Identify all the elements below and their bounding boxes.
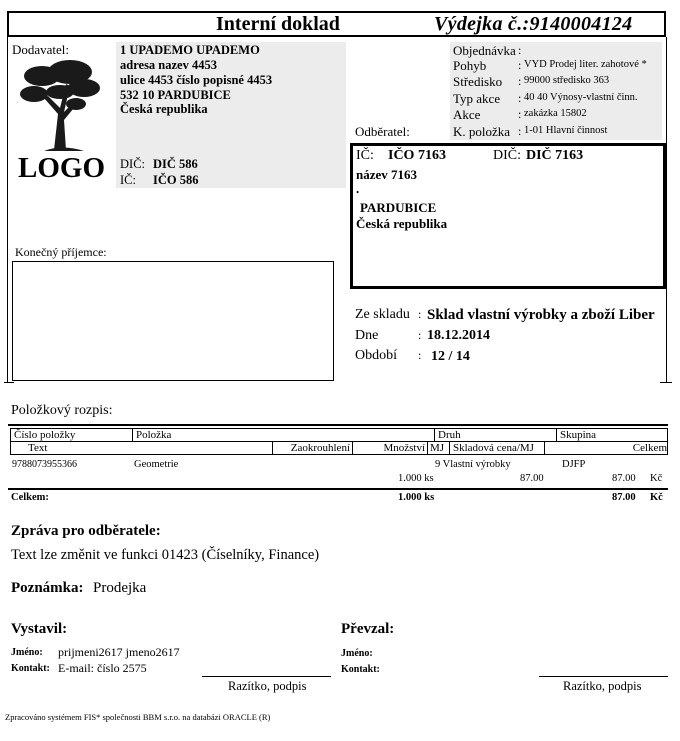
supplier-dic-label: DIČ:: [120, 157, 145, 171]
supplier-address1: adresa nazev 4453: [120, 58, 217, 72]
received-name-label: Jméno:: [341, 648, 373, 659]
divider-right: [660, 382, 672, 383]
row-price: 87.00: [520, 473, 544, 484]
supplier-address2: ulice 4453 číslo popisné 4453: [120, 73, 273, 87]
row-currency: Kč: [650, 473, 663, 484]
col-item-number: Číslo položky: [11, 429, 133, 441]
order-value-2: 99000 středisko 363: [524, 75, 610, 86]
items-title: Položkový rozpis:: [11, 403, 113, 418]
warehouse-from-value: Sklad vlastní výrobky a zboží Liber: [427, 307, 655, 323]
doc-title: Výdejka č.:9140004124: [434, 13, 633, 35]
customer-ic: IČO 7163: [388, 148, 446, 163]
order-colon-2: :: [518, 74, 522, 88]
order-colon-5: :: [518, 124, 522, 138]
order-colon-0: :: [518, 43, 522, 57]
order-colon-4: :: [518, 107, 522, 121]
order-label-3: Typ akce: [453, 91, 501, 106]
warehouse-period-label: Období: [355, 348, 397, 363]
warehouse-date-value: 18.12.2014: [427, 328, 490, 343]
warehouse-period-value: 12 / 14: [431, 349, 470, 364]
received-title: Převzal:: [341, 621, 395, 637]
col-text: Text: [11, 442, 273, 454]
issued-name-value: prijmeni2617 jmeno2617: [58, 645, 180, 659]
received-sign-line: [539, 676, 668, 677]
supplier-ic: IČO 586: [153, 173, 199, 187]
issued-name-label: Jméno:: [11, 647, 43, 658]
col-unit: MJ: [428, 442, 450, 454]
items-top-rule: [8, 424, 668, 426]
supplier-ic-label: IČ:: [120, 173, 136, 187]
order-colon-1: :: [518, 58, 522, 72]
customer-name: název 7163: [356, 167, 418, 182]
total-currency: Kč: [650, 492, 663, 503]
col-total: Celkem: [632, 442, 667, 454]
supplier-country: Česká republika: [120, 102, 208, 116]
customer-dot: .: [356, 181, 360, 196]
total-value: 87.00: [612, 492, 636, 503]
row-type: 9 Vlastní výrobky: [435, 459, 511, 470]
order-label-0: Objednávka: [453, 43, 516, 58]
supplier-dic: DIČ 586: [153, 157, 198, 171]
customer-dic-label: DIČ:: [493, 148, 521, 163]
doc-type: Interní doklad: [216, 13, 340, 35]
col-group: Skupina: [560, 429, 597, 441]
col-quantity: Množství: [353, 442, 428, 454]
received-sign-label: Razítko, podpis: [563, 679, 642, 693]
items-header-row-1: [10, 428, 668, 441]
note-value: Prodejka: [93, 580, 147, 596]
warehouse-colon-1: :: [418, 307, 422, 321]
issued-sign-label: Razítko, podpis: [228, 679, 307, 693]
items-total-rule: [8, 488, 668, 490]
col-type: Druh: [435, 429, 557, 441]
final-recipient-label: Konečný příjemce:: [15, 245, 107, 259]
row-total: 87.00: [612, 473, 636, 484]
col-item: Položka: [133, 429, 435, 441]
warehouse-colon-3: :: [418, 348, 422, 362]
order-colon-3: :: [518, 91, 522, 105]
footer-text: Zpracováno systémem FIS* společnosti BBM s.r.o. na databázi ORACLE (R): [5, 712, 271, 722]
message-title: Zpráva pro odběratele:: [11, 523, 161, 539]
order-label-2: Středisko: [453, 74, 503, 89]
col-rounding: Zaokrouhlení: [273, 442, 353, 454]
total-label: Celkem:: [11, 492, 49, 503]
total-qty: 1.000 ks: [398, 492, 435, 503]
tree-logo-icon: [14, 54, 104, 154]
col-unit-price: Skladová cena/MJ: [450, 442, 545, 454]
divider-left: [4, 382, 14, 383]
row-qty: 1.000 ks: [398, 473, 434, 484]
order-label-5: K. položka: [453, 124, 511, 139]
items-header-row-2: [10, 441, 668, 455]
supplier-label: Dodavatel:: [12, 42, 70, 57]
warehouse-colon-2: :: [418, 328, 422, 342]
row-name: Geometrie: [134, 459, 179, 470]
supplier-name: 1 UPADEMO UPADEMO: [120, 43, 260, 57]
frame-left: [7, 37, 8, 382]
customer-country: Česká republika: [356, 216, 448, 231]
logo-text: LOGO: [18, 152, 106, 184]
row-code: 9788073955366: [12, 459, 77, 470]
supplier-city: 532 10 PARDUBICE: [120, 88, 231, 102]
order-label-1: Pohyb: [453, 58, 487, 73]
customer-ic-label: IČ:: [356, 148, 374, 163]
customer-label: Odběratel:: [355, 124, 410, 139]
order-value-1: VYD Prodej liter. zahotové *: [524, 59, 647, 70]
order-value-4: zakázka 15802: [524, 108, 587, 119]
message-text: Text lze změnit ve funkci 01423 (Číselníky, Finance): [11, 547, 320, 563]
row-group: DJFP: [562, 459, 586, 470]
received-contact-label: Kontakt:: [341, 664, 380, 675]
customer-city: PARDUBICE: [360, 200, 437, 215]
note-label: Poznámka:: [11, 580, 84, 596]
issued-contact-label: Kontakt:: [11, 663, 50, 674]
order-value-5: 1-01 Hlavní činnost: [524, 125, 608, 136]
warehouse-from-label: Ze skladu: [355, 307, 410, 322]
issued-sign-line: [202, 676, 331, 677]
order-label-4: Akce: [453, 107, 481, 122]
warehouse-date-label: Dne: [355, 328, 379, 343]
final-recipient-box: [12, 261, 334, 381]
issued-contact-value: E-mail: číslo 2575: [58, 661, 147, 675]
issued-title: Vystavil:: [11, 621, 68, 637]
customer-dic: DIČ 7163: [526, 148, 584, 163]
frame-right: [666, 37, 667, 382]
order-value-3: 40 40 Výnosy-vlastní činn.: [524, 92, 638, 103]
